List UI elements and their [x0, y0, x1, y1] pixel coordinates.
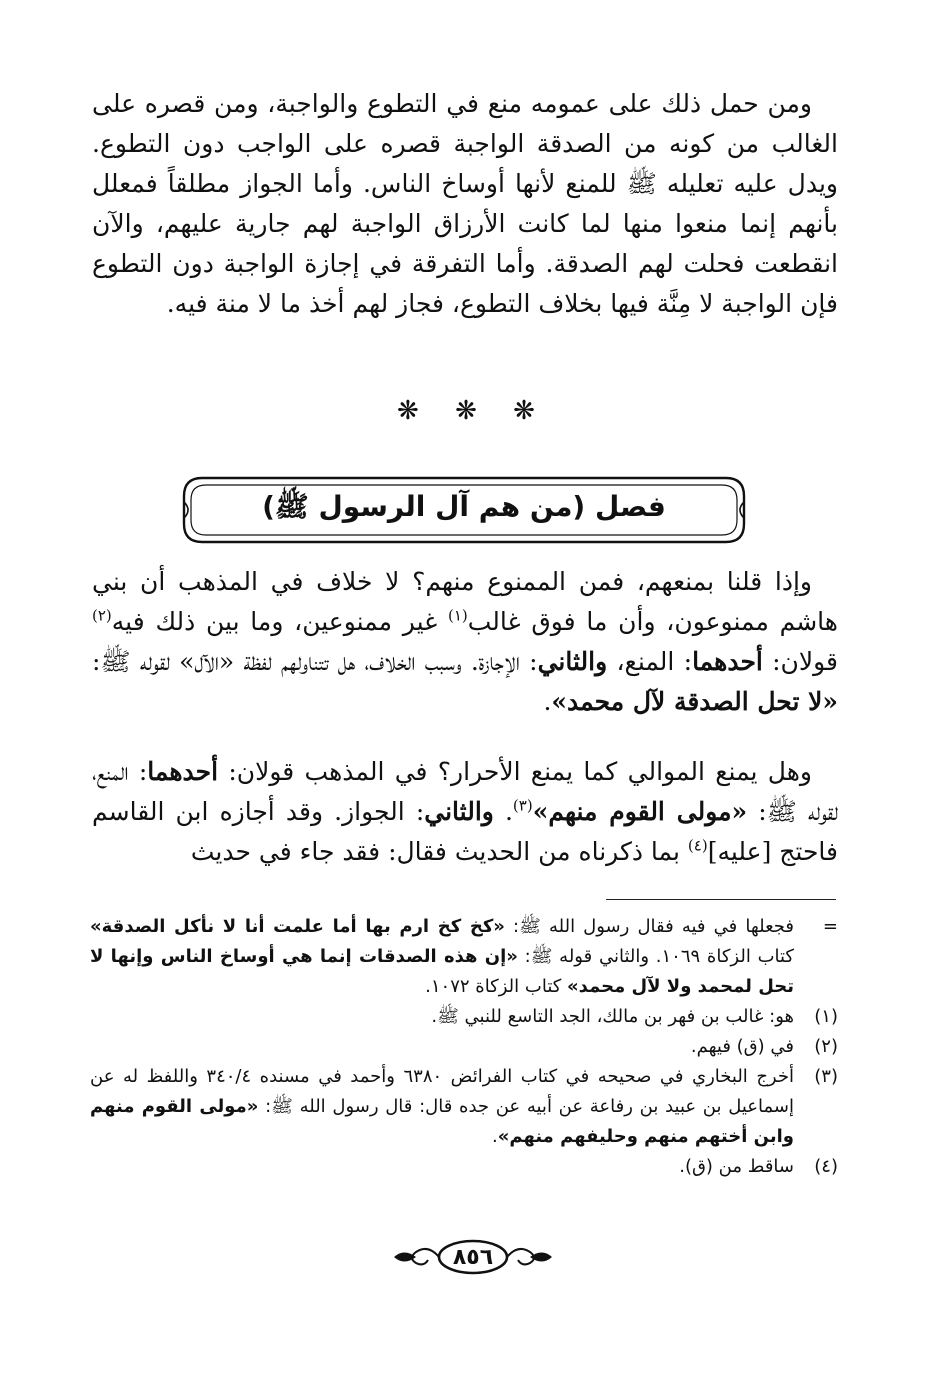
- footnote-2-mark: (٢): [814, 1036, 838, 1057]
- paragraph-2-part6: .: [543, 687, 552, 716]
- footnote-continued-quote2: «إن هذه الصدقات إنما هي أوساخ الناس وإنها لا تحل لمحمد ولا لآل محمد»: [90, 946, 794, 997]
- footnote-continued-part1: فجعلها في فيه فقال رسول الله ﷺ:: [504, 916, 794, 937]
- footnote-3: [90, 1062, 838, 1152]
- paragraph-3-part3: .: [493, 797, 513, 826]
- footnote-continued: [90, 912, 838, 1002]
- footnote-ref-4[interactable]: (٤): [687, 836, 708, 855]
- footnote-1-text: هو: غالب بن فهر بن مالك، الجد التاسع للنبي ﷺ.: [431, 1006, 794, 1027]
- footnote-continued-mark: =: [822, 916, 838, 937]
- paragraph-2-part2: غير ممنوعين، وما بين ذلك فيه: [111, 607, 448, 636]
- footnote-2-text: في (ق) فيهم.: [690, 1036, 794, 1057]
- paragraph-3-hadith-quote: «مولى القوم منهم»: [532, 797, 748, 826]
- footnote-3-part1: أخرج البخاري في صحيحه في كتاب الفرائض ٦٣٨٠ وأحمد في مسنده ٣٤٠/٤ واللفظ له عن إسماعيل بن عبيد بن رفاعة عن أبيه عن جده قال: قال رسول الله ﷺ:: [90, 1066, 794, 1117]
- footnote-continued-quote1: «كخ كخ ارم بها أما علمت أنا لا نأكل الصدقة»: [90, 916, 505, 937]
- footnote-3-quote: «مولى القوم منهم وابن أختهم منهم وحليفهم منهم»: [90, 1096, 794, 1147]
- paragraph-2: [92, 562, 838, 722]
- footnote-separator-rule: [606, 899, 836, 900]
- paragraph-1: [92, 84, 838, 324]
- paragraph-2-hadith-quote: «لا تحل الصدقة لآل محمد»: [551, 687, 838, 716]
- paragraph-2-bold-second: والثاني: [537, 647, 608, 676]
- paragraph-2-part3: قولان:: [762, 647, 839, 676]
- paragraph-3-part5: بما ذكرناه من الحديث فقال: فقد جاء في حديث: [190, 837, 688, 866]
- footnote-3-part2: .: [491, 1126, 498, 1147]
- section-heading-title: فصل (من هم آل الرسول ﷺ): [262, 490, 666, 523]
- footnote-4-mark: (٤): [814, 1156, 838, 1177]
- paragraph-3: [92, 752, 838, 872]
- paragraph-2-part1: وإذا قلنا بمنعهم، فمن الممنوع منهم؟ لا خلاف في المذهب أن بني هاشم ممنوعون، وأن ما فوق غالب: [92, 567, 838, 636]
- footnote-1-mark: (١): [814, 1006, 838, 1027]
- footnote-ref-2[interactable]: (٢): [92, 606, 112, 625]
- paragraph-3-part2: : المنع، لقوله ﷺ:: [92, 757, 838, 826]
- footnote-2: [90, 1032, 838, 1062]
- section-heading-frame: [180, 474, 748, 546]
- footnotes: [90, 912, 838, 1182]
- page-number-ornament: [388, 1236, 558, 1280]
- footnote-3-mark: (٣): [814, 1066, 838, 1087]
- footnote-continued-part3: كتاب الزكاة ١٠٧٢.: [425, 976, 568, 997]
- section-separator-stars: ❋ ❋ ❋: [397, 396, 549, 426]
- page-number: ٨٥٦: [452, 1244, 494, 1270]
- footnote-3-text: [90, 1062, 794, 1152]
- paragraph-3-bold-second: والثاني: [424, 797, 494, 826]
- footnote-continued-text: [90, 912, 794, 1002]
- paragraph-3-part4: : الجواز. وقد أجازه ابن القاسم فاحتج [عليه]: [92, 797, 838, 866]
- paragraph-2-bold-first: أحدهما: [692, 647, 763, 676]
- footnote-ref-3[interactable]: (٣): [512, 796, 533, 815]
- paragraph-3-part1: وهل يمنع الموالي كما يمنع الأحرار؟ في المذهب قولان:: [218, 757, 812, 786]
- paragraph-2-part4: : المنع،: [607, 647, 693, 676]
- paragraph-3-bold-first: أحدهما: [147, 757, 219, 786]
- footnote-ref-1[interactable]: (١): [447, 606, 468, 625]
- footnote-1: [90, 1002, 838, 1032]
- paragraph-1-text: ومن حمل ذلك على عمومه منع في التطوع والواجبة، ومن قصره على الغالب من كونه من الصدقة الواجبة قصره على الواجب دون التطوع. ويدل عليه تعليله ﷺ للمنع لأنها أوساخ الناس. وأما الجواز مطلقاً فمعلل بأنهم إنما منعوا منها لما كانت الأرزاق الواجبة لهم جارية عليهم، والآن انقطعت فحلت لهم الصدقة. وأما التفرقة في إجازة الواجبة دون التطوع فإن الواجبة لا مِنَّة فيها بخلاف التطوع، فجاز لهم أخذ ما لا منة فيه.: [92, 89, 838, 318]
- footnote-continued-part2: كتاب الزكاة ١٠٦٩. والثاني قوله ﷺ:: [517, 946, 794, 967]
- paragraph-2-part5: : الإجازة. وسبب الخلاف، هل تتناولهم لفظة «الآل» لقوله ﷺ:: [92, 647, 538, 676]
- footnote-4: [90, 1152, 838, 1182]
- footnote-4-text: ساقط من (ق).: [679, 1156, 794, 1177]
